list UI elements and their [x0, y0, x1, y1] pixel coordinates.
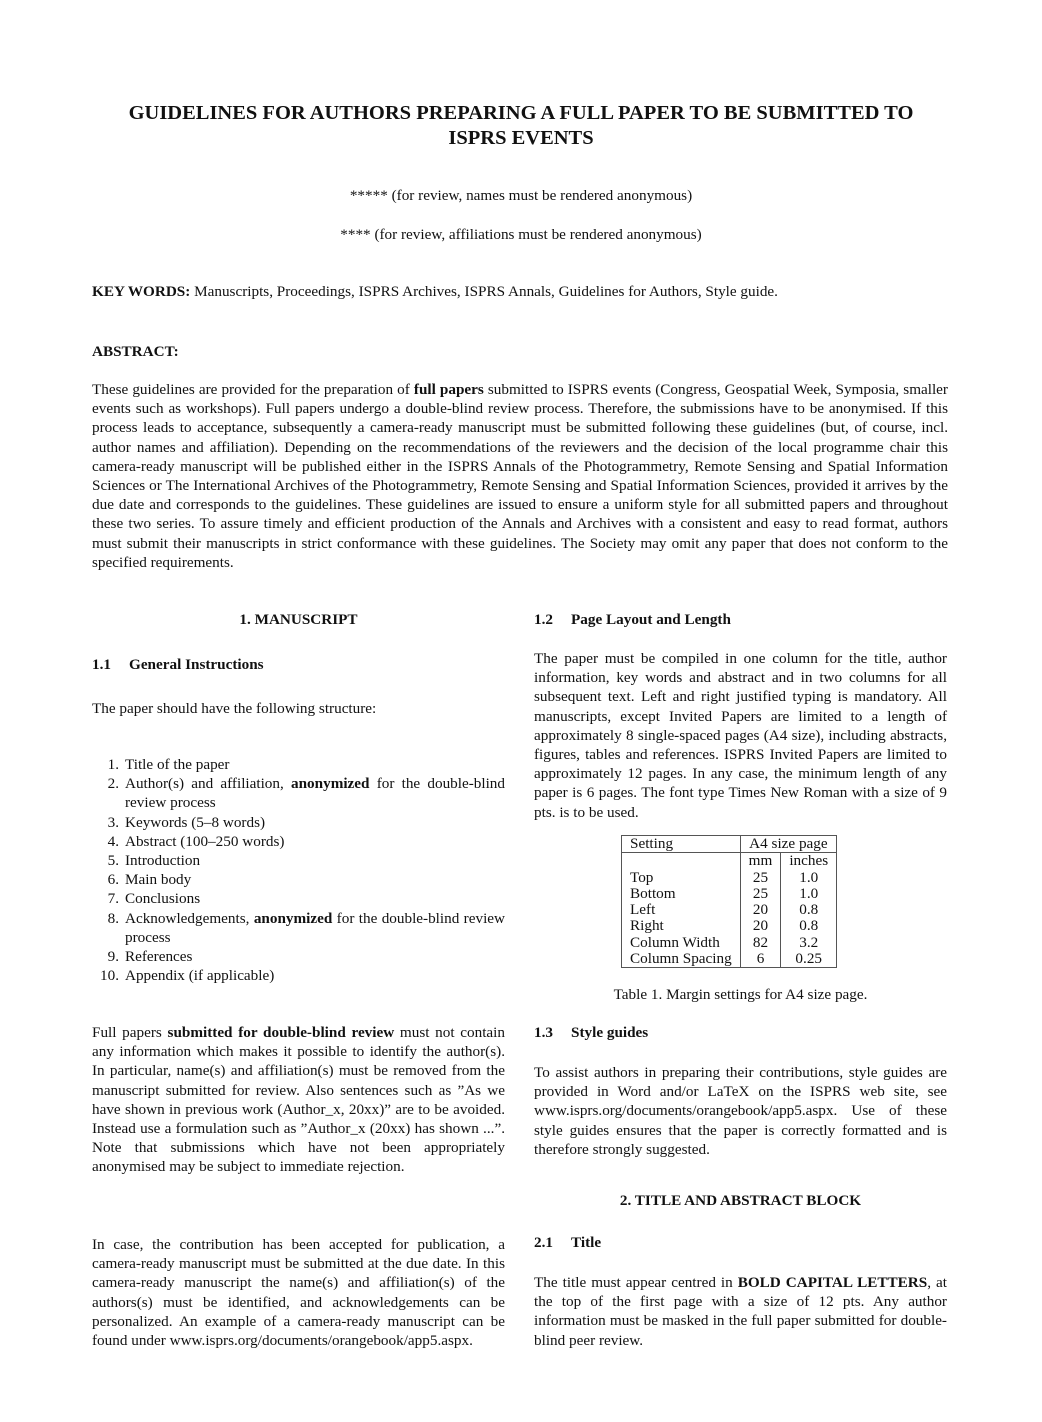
list-item-text: Appendix (if applicable): [125, 967, 275, 985]
list-item-text: Abstract (100–250 words): [125, 832, 285, 850]
abstract-heading: ABSTRACT:: [92, 343, 179, 360]
double-blind-paragraph: [92, 1023, 505, 1177]
subsection-number: 1.2: [534, 611, 553, 628]
paragraph-bold-phrase: submitted for double-blind review: [167, 1024, 395, 1041]
author-affiliations: **** (for review, affiliations must be rendered anonymous): [340, 226, 702, 243]
table-row: [622, 918, 837, 934]
author-names: ***** (for review, names must be rendered anonymous): [349, 187, 693, 204]
subsection-title: Title: [571, 1234, 602, 1251]
structure-list-item: [92, 889, 505, 908]
table-cell-mm: 25: [740, 886, 781, 902]
abstract-bold-phrase: full papers: [413, 381, 484, 398]
subsection-2-1-heading: [534, 1233, 947, 1252]
paper-title-line-1: GUIDELINES FOR AUTHORS PREPARING A FULL PAPER TO BE SUBMITTED TO: [128, 102, 914, 124]
table-cell-inches: 1.0: [781, 870, 837, 886]
table-row: [622, 935, 837, 951]
structure-list-item: [92, 832, 505, 851]
structure-list-item: [92, 755, 505, 774]
paragraph-bold-phrase: BOLD CAPITAL LETTERS: [737, 1274, 928, 1291]
list-item-number: 5.: [107, 852, 119, 870]
margin-table-wrapper: [621, 835, 837, 968]
table-cell-mm: 20: [740, 918, 781, 934]
structure-list-item: [92, 947, 505, 966]
list-item-number: 6.: [107, 871, 119, 889]
list-item-number: 8.: [107, 909, 119, 927]
section-1-heading: 1. MANUSCRIPT: [239, 611, 358, 628]
table-row: [622, 951, 837, 968]
style-guides-paragraph: To assist authors in preparing their contributions, style guides are provided in Word and/or LaTeX on the ISPRS web site, see www.isprs.org/documents/orangebook/app5.aspx. Use of these style guides ensures that the paper is correctly formatted and is therefore strongly suggested.: [534, 1064, 947, 1158]
list-item-number: 2.: [107, 775, 119, 793]
table-cell-setting: Left: [630, 901, 656, 919]
table-header-a4: A4 size page: [740, 836, 836, 853]
subsection-1-2-heading: [534, 610, 947, 629]
paragraph-text-part: The title must appear centred in: [534, 1274, 738, 1291]
table-units-row: [622, 853, 837, 870]
structure-list-item: [92, 774, 505, 812]
table-cell-inches: 0.25: [781, 951, 837, 968]
margin-settings-table: [621, 835, 837, 968]
camera-ready-paragraph: In case, the contribution has been accepted for publication, a camera-ready manuscript must be submitted at the due date. In this camera-ready manuscript the name(s) and affiliation(s) of the authors(s) must be identified, and acknowledgements can be personalized. An example of a camera-ready manuscript can be found under www.isprs.org/documents/orangebook/app5.aspx.: [92, 1236, 505, 1350]
structure-list-item: [92, 851, 505, 870]
structure-list: [92, 755, 505, 985]
title-paragraph: [534, 1273, 947, 1350]
structure-list-item: [92, 813, 505, 832]
subsection-1-3-heading: [534, 1023, 947, 1042]
abstract-text: [92, 380, 948, 572]
subsection-1-1-heading: [92, 655, 505, 674]
abstract-text-part: These guidelines are provided for the preparation of: [92, 381, 414, 398]
table-cell-empty: [622, 853, 741, 870]
table-header-row: [622, 836, 837, 853]
list-item-text: Author(s) and affiliation,: [125, 775, 292, 793]
table-row: [622, 886, 837, 902]
list-item-text: Main body: [125, 871, 192, 889]
table-cell-mm: 20: [740, 902, 781, 918]
list-item-number: 7.: [107, 890, 119, 908]
page-layout-paragraph: The paper must be compiled in one column for the title, author information, key words and abstract and in two columns for all subsequent text. Left and right justified typing is mandatory. All manuscripts, except Invited Papers are limited to a length of approximately 8 single-spaced pages (A4 size), including abstracts, figures, tables and references. ISPRS Invited Papers are limited to approximately 12 pages. In any case, the minimum length of any paper is 6 pages. The font type Times New Roman with a size of 9 pts. is to be used.: [534, 650, 947, 821]
paper-title: [92, 101, 950, 151]
table-cell-inches: 0.8: [781, 918, 837, 934]
table-cell-setting: Bottom: [630, 884, 676, 902]
list-item-text: Acknowledgements,: [125, 909, 254, 927]
subsection-number: 2.1: [534, 1234, 553, 1251]
paragraph-text-part: must not contain any information which makes it possible to identify the author(s). In particular, name(s) and affiliation(s) must be removed from the manuscript submitted for review. Also sentences such as ”As we have shown in previous work (Author_x, 20xx)” are to be avoided. Instead use a formulation such as ”Author_x (20xx) has shown ...”. Note that submissions which have not been appropriately anonymised may be subject to immediate rejection.: [92, 1024, 505, 1176]
keywords-text: Manuscripts, Proceedings, ISPRS Archives, ISPRS Annals, Guidelines for Authors, Style guide.: [190, 283, 778, 300]
list-item-text: References: [125, 948, 193, 966]
paragraph-text-part: , at the top of the first page with a size of 12 pts. Any author information must be masked in the full paper submitted for double-blind peer review.: [534, 1274, 947, 1349]
list-item-text: for the double-blind review process: [125, 775, 505, 812]
list-item-bold: anonymized: [291, 775, 370, 793]
list-item-number: 3.: [107, 813, 119, 831]
table-cell-mm: 25: [740, 870, 781, 886]
keywords-label: KEY WORDS:: [92, 283, 191, 300]
table-cell-inches: 0.8: [781, 902, 837, 918]
list-item-number: 9.: [107, 948, 119, 966]
table-cell-mm: 82: [740, 935, 781, 951]
table-cell-setting: Column Spacing: [630, 950, 732, 968]
list-item-text: for the double-blind review process: [125, 909, 506, 946]
paper-title-line-2: ISPRS EVENTS: [448, 127, 594, 149]
table-cell-setting: Column Width: [630, 933, 720, 951]
table-unit-mm: mm: [740, 853, 781, 870]
subsection-number: 1.3: [534, 1024, 553, 1041]
list-item-number: 1.: [107, 756, 119, 773]
keywords: [92, 282, 950, 301]
table-cell-mm: 6: [740, 951, 781, 968]
subsection-title: Page Layout and Length: [571, 611, 731, 628]
table-row: [622, 870, 837, 886]
list-item-number: 4.: [107, 832, 119, 850]
structure-list-item: [92, 870, 505, 889]
structure-list-item: [92, 966, 505, 985]
structure-list-item: [92, 909, 505, 947]
table-caption: Table 1. Margin settings for A4 size page.: [613, 986, 868, 1003]
list-item-text: Conclusions: [125, 890, 201, 908]
structure-intro: The paper should have the following structure:: [92, 700, 377, 717]
table-cell-setting: Right: [630, 917, 664, 935]
table-cell-inches: 3.2: [781, 935, 837, 951]
table-cell-setting: Top: [630, 868, 654, 886]
list-item-text: Keywords (5–8 words): [125, 813, 266, 831]
section-2-heading: 2. TITLE AND ABSTRACT BLOCK: [619, 1192, 862, 1209]
list-item-text: Introduction: [125, 852, 201, 870]
paragraph-text-part: Full papers: [92, 1024, 168, 1041]
abstract-text-part: submitted to ISPRS events (Congress, Geospatial Week, Symposia, smaller events such as workshops). Full papers undergo a double-blind review process. Therefore, the submissions have to be anonymised. If this process leads to acceptance, subsequently a camera-ready manuscript must be submitted following these guidelines (but, of course, incl. author names and affiliation). Depending on the recommendations of the reviewers and the decision of the local programme chair this camera-ready manuscript will be published either in the ISPRS Annals of the Photogrammetry, Remote Sensing and Spatial Information Sciences or The International Archives of the Photogrammetry, Remote Sensing and Spatial Information Sciences, provided it arrives by the due date and corresponds to the guidelines. These guidelines are issued to ensure a uniform style for all submitted papers and throughout these two series. To assure timely and efficient production of the Annals and Archives with a consistent and easy to read format, authors must submit their manuscripts in strict conformance with these guidelines. The Society may omit any paper that does not conform to the specified requirements.: [92, 381, 948, 571]
table-row: [622, 902, 837, 918]
table-cell-inches: 1.0: [781, 886, 837, 902]
table-header-setting: Setting: [622, 836, 741, 853]
subsection-title: General Instructions: [129, 656, 264, 673]
table-unit-inches: inches: [781, 853, 837, 870]
list-item-number: 10.: [100, 967, 119, 985]
list-item-text: Title of the paper: [125, 756, 230, 773]
list-item-bold: anonymized: [253, 909, 333, 927]
subsection-number: 1.1: [92, 656, 111, 673]
subsection-title: Style guides: [571, 1024, 649, 1041]
